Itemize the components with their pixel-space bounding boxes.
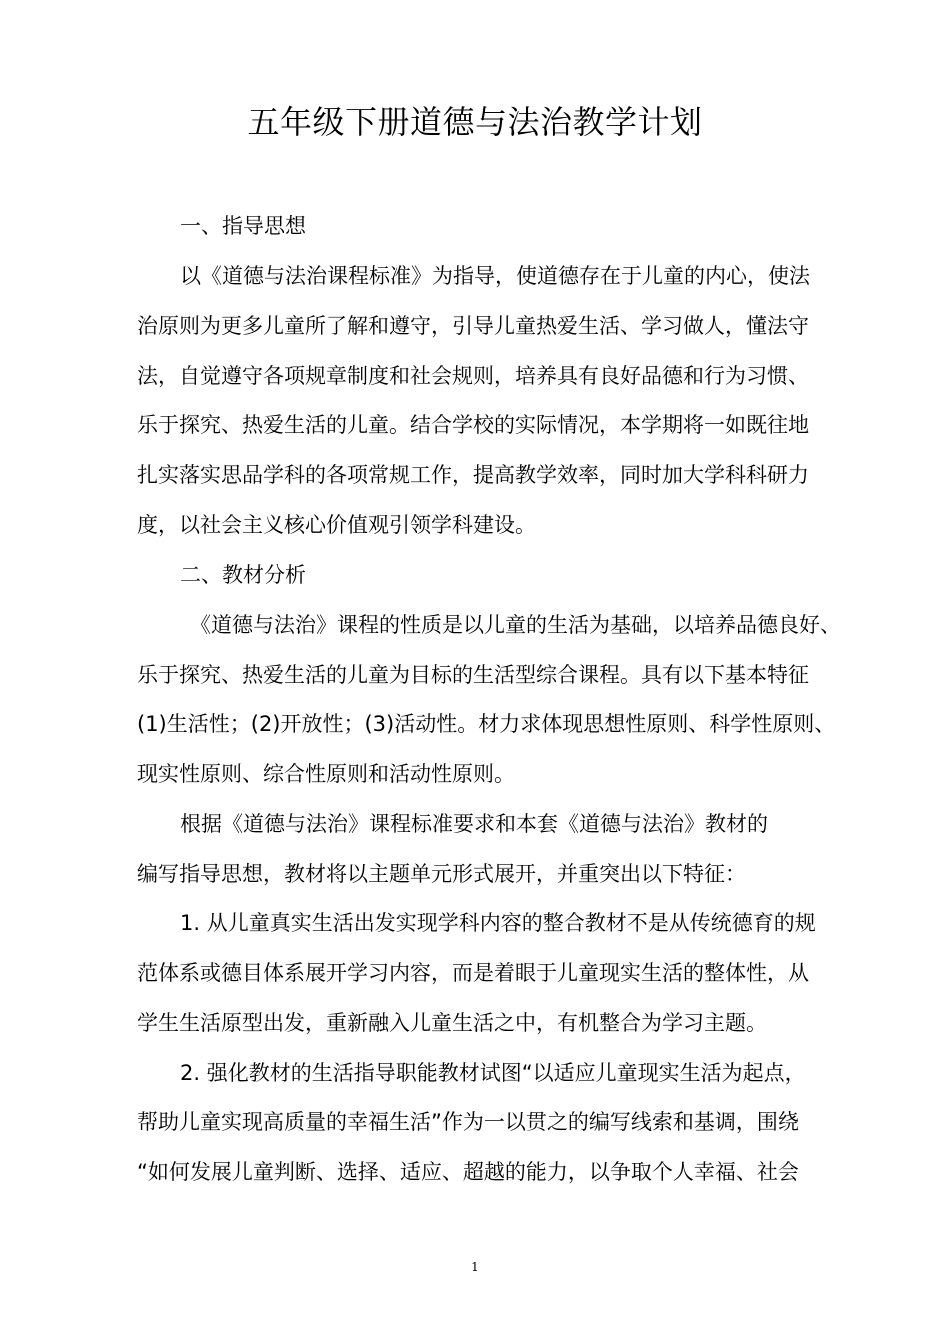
paragraph-line: 《道德与法治》课程的性质是以儿童的生活为基础，以培养品德良好、	[190, 613, 841, 637]
list-item-line: 学生生活原型出发，重新融入儿童生活之中，有机整合为学习主题。	[137, 1011, 767, 1035]
section-heading-guiding-thought: 一、指导思想	[180, 214, 306, 238]
paragraph-line: 度，以社会主义核心价值观引领学科建设。	[137, 513, 536, 537]
paragraph-line: 治原则为更多儿童所了解和遵守，引导儿童热爱生活、学习做人，懂法守	[137, 314, 809, 338]
paragraph-line: 根据《道德与法治》课程标准要求和本套《道德与法治》教材的	[180, 812, 768, 836]
list-item-line: 2. 强化教材的生活指导职能教材试图“以适应儿童现实生活为起点，	[180, 1061, 806, 1085]
section-heading-textbook-analysis: 二、教材分析	[180, 563, 306, 587]
page-title: 五年级下册道德与法治教学计划	[247, 103, 703, 141]
paragraph-line: (1)生活性；(2)开放性；(3)活动性。材力求体现思想性原则、科学性原则、	[137, 712, 836, 736]
paragraph-line: 现实性原则、综合性原则和活动性原则。	[137, 762, 515, 786]
list-item-line: 帮助儿童实现高质量的幸福生活”作为一以贯之的编写线索和基调，围绕	[137, 1110, 799, 1134]
paragraph-line: 乐于探究、热爱生活的儿童。结合学校的实际情况，本学期将一如既往地	[137, 413, 809, 437]
paragraph-line: 编写指导思想，教材将以主题单元形式展开，并重突出以下特征：	[137, 862, 746, 886]
page-number: 1	[471, 1260, 479, 1274]
list-item-line: 1. 从儿童真实生活出发实现学科内容的整合教材不是从传统德育的规	[180, 911, 816, 935]
paragraph-line: 以《道德与法治课程标准》为指导，使道德存在于儿童的内心，使法	[180, 264, 810, 288]
paragraph-line: 法，自觉遵守各项规章制度和社会规则，培养具有良好品德和行为习惯、	[137, 364, 809, 388]
paragraph-line: 扎实落实思品学科的各项常规工作，提高教学效率，同时加大学科科研力	[137, 463, 809, 487]
paragraph-line: 乐于探究、热爱生活的儿童为目标的生活型综合课程。具有以下基本特征	[137, 663, 809, 687]
list-item-line: 范体系或德目体系展开学习内容，而是着眼于儿童现实生活的整体性，从	[137, 961, 809, 985]
list-item-line: “如何发展儿童判断、选择、适应、超越的能力，以争取个人幸福、社会	[137, 1160, 799, 1184]
